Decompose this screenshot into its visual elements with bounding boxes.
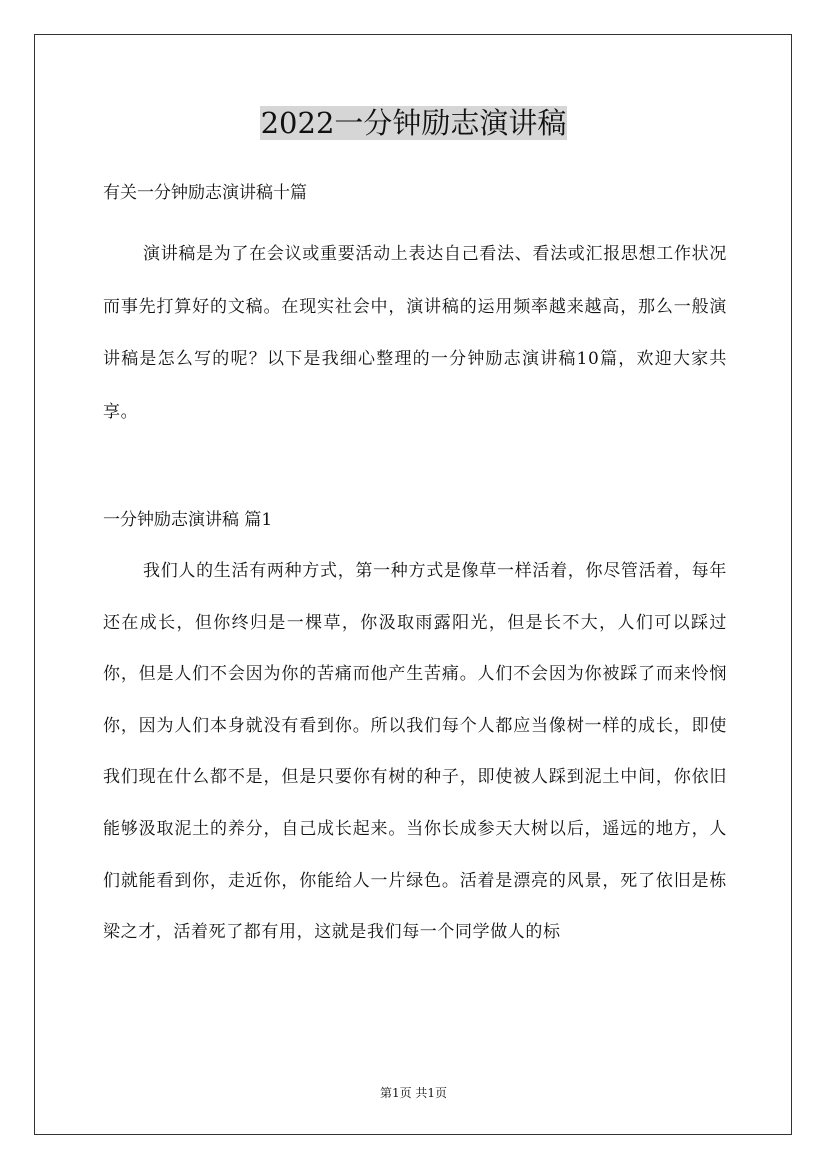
document-subtitle: 有关一分钟励志演讲稿十篇: [103, 183, 307, 203]
document-title: [0, 103, 827, 143]
body-paragraph: 我们人的生活有两种方式，第一种方式是像草一样活着，你尽管活着，每年还在成长，但你终归是一棵草，你汲取雨露阳光，但是长不大，人们可以踩过你，但是人们不会因为你的苦痛而他产生苦痛。人们不会因为你被踩了而来怜悯你，因为人们本身就没有看到你。所以我们每个人都应当像树一样的成长，即使我们现在什么都不是，但是只要你有树的种子，即使被人踩到泥土中间，你依旧能够汲取泥土的养分，自己成长起来。当你长成参天大树以后，遥远的地方，人们就能看到你，走近你，你能给人一片绿色。活着是漂亮的风景，死了依旧是栋梁之才，活着死了都有用，这就是我们每一个同学做人的标: [103, 561, 727, 943]
section-heading: 一分钟励志演讲稿 篇1: [103, 510, 273, 530]
page-footer: 第1页 共1页: [379, 1086, 448, 1100]
intro-paragraph: 演讲稿是为了在会议或重要活动上表达自己看法、看法或汇报思想工作状况而事先打算好的文稿。在现实社会中，演讲稿的运用频率越来越高，那么一般演讲稿是怎么写的呢？以下是我细心整理的一分钟励志演讲稿10篇，欢迎大家共享。: [103, 244, 727, 422]
document-title-text: 2022一分钟励志演讲稿: [260, 106, 567, 140]
